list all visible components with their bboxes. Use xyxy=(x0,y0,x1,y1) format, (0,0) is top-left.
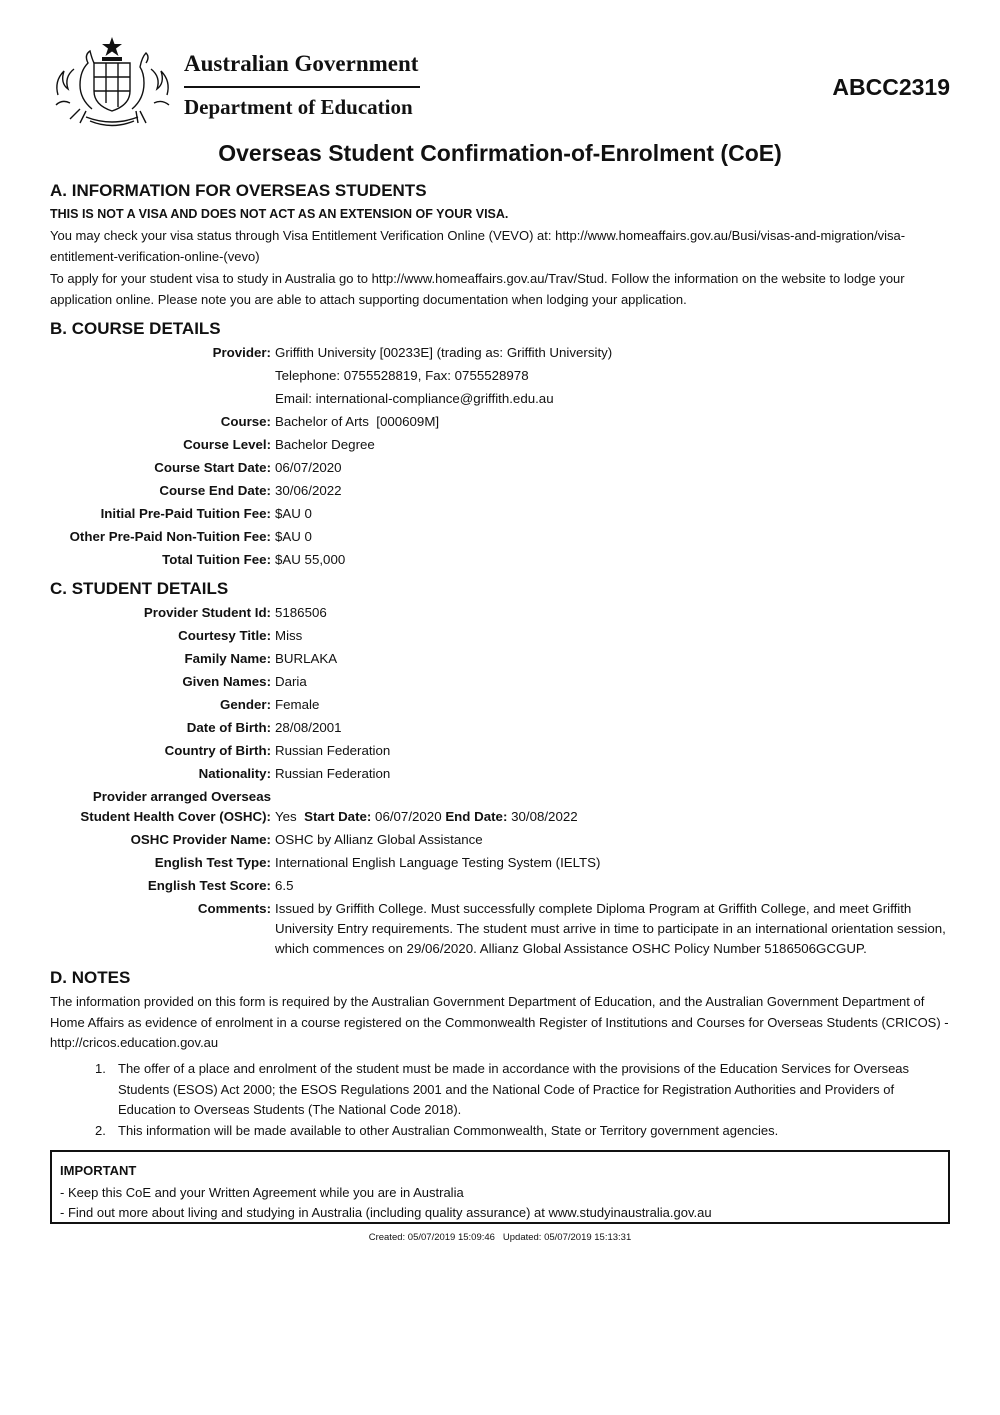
provider-phone: Telephone: 0755528819, Fax: 0755528978 xyxy=(275,368,529,383)
course-value: Bachelor of Arts [000609M] xyxy=(275,414,440,429)
course-level-label: Course Level: xyxy=(183,437,271,452)
oshc-value: Yes xyxy=(275,809,297,824)
given-names-row xyxy=(50,670,950,693)
dob-value: 28/08/2001 xyxy=(275,720,342,735)
english-test-label: English Test Type: xyxy=(154,855,271,870)
created-timestamp: Created: 05/07/2019 15:09:46 xyxy=(368,1232,495,1243)
student-id-row xyxy=(50,601,950,624)
student-id-value: 5186506 xyxy=(275,605,327,620)
important-line-1: - Keep this CoE and your Written Agreement while you are in Australia xyxy=(60,1185,464,1200)
tuition-fee-label: Initial Pre-Paid Tuition Fee: xyxy=(100,506,271,521)
government-logo xyxy=(50,33,430,128)
tuition-fee-row xyxy=(50,502,950,525)
english-score-row xyxy=(50,874,950,897)
dob-label: Date of Birth: xyxy=(186,720,271,735)
section-a-heading: A. INFORMATION FOR OVERSEAS STUDENTS xyxy=(50,181,427,200)
total-fee-label: Total Tuition Fee: xyxy=(162,552,271,567)
visa-apply-paragraph: To apply for your student visa to study in Australia go to http://www.homeaffairs.gov.au/Trav/Stud. Follow the information on the website to lodge your application online. Please note you are able to attach supporting documentation when lodging your application. xyxy=(50,271,905,307)
english-score-value: 6.5 xyxy=(275,878,294,893)
course-label: Course: xyxy=(220,414,271,429)
gender-row xyxy=(50,693,950,716)
courtesy-title-row xyxy=(50,624,950,647)
course-level-row xyxy=(50,433,950,456)
section-c-heading: C. STUDENT DETAILS xyxy=(50,579,229,598)
dob-row xyxy=(50,716,950,739)
given-names-value: Daria xyxy=(275,674,307,689)
provider-value: Griffith University [00233E] (trading as: Griffith University) xyxy=(275,345,613,360)
non-tuition-fee-label: Other Pre-Paid Non-Tuition Fee: xyxy=(69,529,271,544)
important-title: IMPORTANT xyxy=(60,1163,137,1178)
course-level-value: Bachelor Degree xyxy=(275,437,375,452)
gender-value: Female xyxy=(275,697,320,712)
note-number: 2. xyxy=(95,1122,106,1138)
list-item xyxy=(95,1121,950,1142)
english-score-label: English Test Score: xyxy=(147,878,271,893)
logo-divider xyxy=(184,86,420,88)
course-row xyxy=(50,410,950,433)
oshc-row xyxy=(50,805,950,828)
visa-warning: THIS IS NOT A VISA AND DOES NOT ACT AS AN EXTENSION OF YOUR VISA. xyxy=(50,207,509,221)
course-end-label: Course End Date: xyxy=(159,483,271,498)
note-number: 1. xyxy=(95,1061,106,1076)
oshc-end-label: End Date: xyxy=(445,809,508,824)
tuition-fee-value: $AU 0 xyxy=(275,506,312,521)
provider-email: Email: international-compliance@griffith.edu.au xyxy=(275,391,554,406)
country-of-birth-value: Russian Federation xyxy=(275,743,391,758)
department-name: Department of Education xyxy=(184,95,413,119)
comments-label: Comments: xyxy=(197,901,271,916)
list-item xyxy=(95,1059,950,1121)
country-of-birth-row xyxy=(50,739,950,762)
oshc-label-line1: Provider arranged Overseas xyxy=(92,789,271,804)
non-tuition-fee-row xyxy=(50,525,950,548)
notes-list xyxy=(95,1059,950,1141)
comments-value: Issued by Griffith College. Must successfully complete Diploma Program at Griffith College, and meet Griffith University Entry requirements. The student must arrive in time to participate in an international orientation session, which commences on 29/06/2020. Allianz Global Assistance OSHC Policy Number 5186506GCGUP. xyxy=(275,901,946,956)
oshc-start-label: Start Date: xyxy=(304,809,372,824)
total-fee-row xyxy=(50,548,950,571)
country-of-birth-label: Country of Birth: xyxy=(164,743,271,758)
vevo-paragraph: You may check your visa status through Visa Entitlement Verification Online (VEVO) at: http://www.homeaffairs.gov.au/Busi/visas-and-migration/visa-entitlement-verification-online-(vevo) xyxy=(50,228,906,264)
oshc-end-value: 30/08/2022 xyxy=(511,809,578,824)
government-name: Australian Government xyxy=(184,51,419,76)
nationality-value: Russian Federation xyxy=(275,766,391,781)
important-box xyxy=(50,1150,950,1224)
section-d-heading: D. NOTES xyxy=(50,968,131,987)
oshc-label-line2: Student Health Cover (OSHC): xyxy=(80,809,271,824)
courtesy-title-value: Miss xyxy=(275,628,303,643)
oshc-value-group xyxy=(275,805,950,828)
total-fee-value: $AU 55,000 xyxy=(275,552,346,567)
nationality-row xyxy=(50,762,950,785)
coat-of-arms-icon xyxy=(50,33,175,128)
footer-timestamps xyxy=(0,1232,1000,1243)
course-end-row xyxy=(50,479,950,502)
oshc-provider-label: OSHC Provider Name: xyxy=(130,832,271,847)
courtesy-title-label: Courtesy Title: xyxy=(178,628,271,643)
oshc-provider-value: OSHC by Allianz Global Assistance xyxy=(275,832,483,847)
document-code: ABCC2319 xyxy=(832,74,950,100)
course-start-value: 06/07/2020 xyxy=(275,460,342,475)
nationality-label: Nationality: xyxy=(198,766,271,781)
family-name-label: Family Name: xyxy=(184,651,271,666)
course-start-row xyxy=(50,456,950,479)
given-names-label: Given Names: xyxy=(182,674,271,689)
important-line-2: - Find out more about living and studying in Australia (including quality assurance) at www.studyinaustralia.gov.au xyxy=(60,1205,712,1220)
oshc-start-value: 06/07/2020 xyxy=(375,809,442,824)
course-start-label: Course Start Date: xyxy=(154,460,271,475)
section-b-heading: B. COURSE DETAILS xyxy=(50,319,221,338)
non-tuition-fee-value: $AU 0 xyxy=(275,529,312,544)
notes-intro: The information provided on this form is required by the Australian Government Department of Education, and the Australian Government Department of Home Affairs as evidence of enrolment in a course registered on the Commonwealth Register of Institutions and Courses for Overseas Students (CRICOS) - http://cricos.education.gov.au xyxy=(50,994,949,1050)
provider-row xyxy=(50,341,950,364)
note-text: The offer of a place and enrolment of the student must be made in accordance with the provisions of the Education Services for Overseas Students (ESOS) Act 2000; the ESOS Regulations 2001 and the National Code of Practice for Registration Authorities and Providers of Education to Overseas Students (The National Code 2018). xyxy=(118,1061,910,1117)
note-text: This information will be made available to other Australian Commonwealth, State or Territory government agencies. xyxy=(118,1122,779,1138)
page-title: Overseas Student Confirmation-of-Enrolment (CoE) xyxy=(218,140,782,166)
oshc-provider-row xyxy=(50,828,950,851)
family-name-value: BURLAKA xyxy=(275,651,338,666)
gender-label: Gender: xyxy=(220,697,271,712)
english-test-value: International English Language Testing System (IELTS) xyxy=(275,855,601,870)
course-end-value: 30/06/2022 xyxy=(275,483,342,498)
english-test-row xyxy=(50,851,950,874)
family-name-row xyxy=(50,647,950,670)
provider-label: Provider: xyxy=(212,345,271,360)
student-id-label: Provider Student Id: xyxy=(143,605,271,620)
updated-timestamp: Updated: 05/07/2019 15:13:31 xyxy=(502,1232,632,1243)
